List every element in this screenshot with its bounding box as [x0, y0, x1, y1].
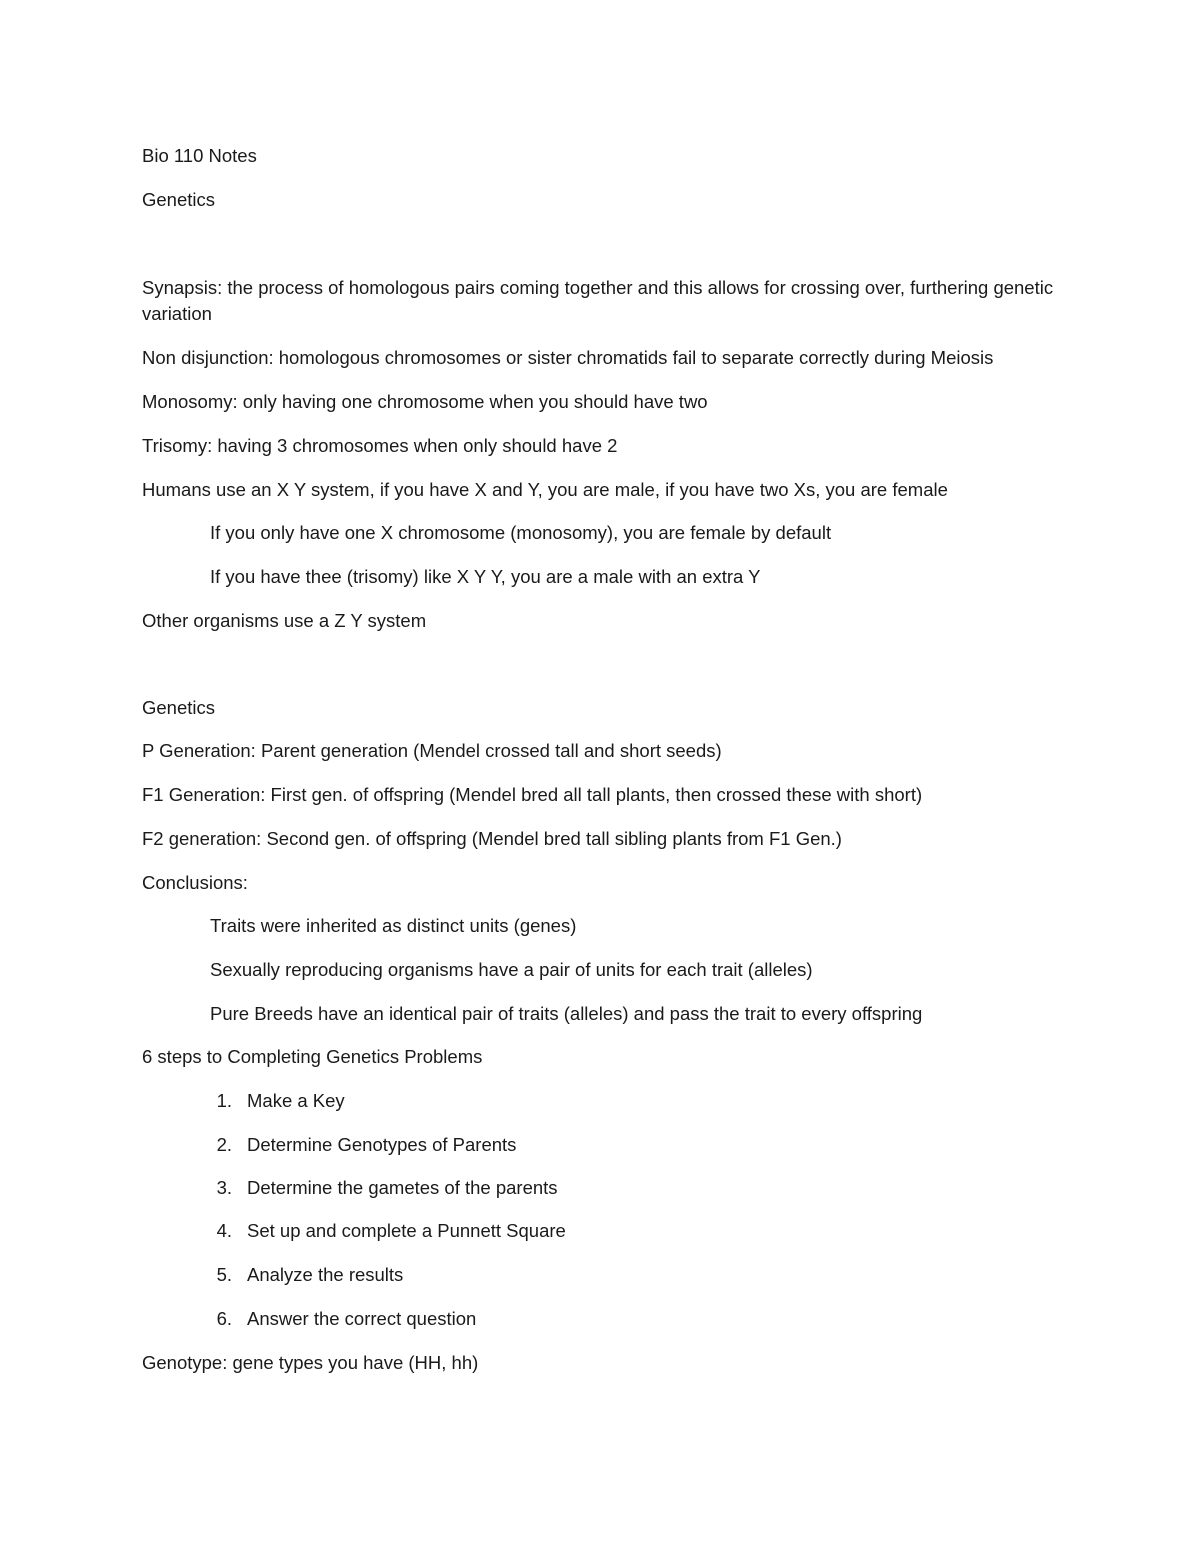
- f1-generation-note: F1 Generation: First gen. of offspring (Mendel bred all tall plants, then crossed these with short): [142, 784, 923, 805]
- xy-subnote-trisomy: If you have thee (trisomy) like X Y Y, you are a male with an extra Y: [210, 566, 761, 587]
- list-item: Determine the gametes of the parents: [247, 1177, 558, 1198]
- conclusion-item: Traits were inherited as distinct units (genes): [210, 915, 577, 936]
- conclusion-item: Sexually reproducing organisms have a pair of units for each trait (alleles): [210, 959, 813, 980]
- document-title: Bio 110 Notes: [142, 145, 257, 166]
- zy-system-note: Other organisms use a Z Y system: [142, 610, 427, 631]
- section-heading-genetics: Genetics: [142, 697, 216, 718]
- document-subtitle: Genetics: [142, 189, 216, 210]
- conclusion-item: Pure Breeds have an identical pair of traits (alleles) and pass the trait to every offspring: [210, 1003, 923, 1024]
- list-item: Determine Genotypes of Parents: [247, 1134, 517, 1155]
- nondisjunction-definition: Non disjunction: homologous chromosomes or sister chromatids fail to separate correctly during Meiosis: [142, 347, 994, 368]
- synapsis-definition: Synapsis: the process of homologous pairs coming together and this allows for crossing over, furthering genetic variation: [142, 277, 1054, 324]
- list-item: Set up and complete a Punnett Square: [247, 1220, 566, 1241]
- steps-heading: 6 steps to Completing Genetics Problems: [142, 1046, 483, 1067]
- genotype-definition: Genotype: gene types you have (HH, hh): [142, 1352, 479, 1373]
- list-item-number: 4.: [216, 1220, 232, 1241]
- f2-generation-note: F2 generation: Second gen. of offspring (Mendel bred tall sibling plants from F1 Gen.): [142, 828, 842, 849]
- list-item-number: 3.: [216, 1177, 232, 1198]
- trisomy-definition: Trisomy: having 3 chromosomes when only should have 2: [142, 435, 618, 456]
- xy-system-note: Humans use an X Y system, if you have X and Y, you are male, if you have two Xs, you are female: [142, 479, 948, 500]
- list-item-number: 6.: [216, 1308, 232, 1329]
- list-item-number: 1.: [216, 1090, 232, 1111]
- list-item-number: 2.: [216, 1134, 232, 1155]
- monosomy-definition: Monosomy: only having one chromosome when you should have two: [142, 391, 708, 412]
- list-item: Answer the correct question: [247, 1308, 477, 1329]
- conclusions-heading: Conclusions:: [142, 872, 248, 893]
- list-item-number: 5.: [216, 1264, 232, 1285]
- p-generation-note: P Generation: Parent generation (Mendel crossed tall and short seeds): [142, 740, 722, 761]
- list-item: Analyze the results: [247, 1264, 404, 1285]
- xy-subnote-monosomy: If you only have one X chromosome (monosomy), you are female by default: [210, 522, 832, 543]
- list-item: Make a Key: [247, 1090, 345, 1111]
